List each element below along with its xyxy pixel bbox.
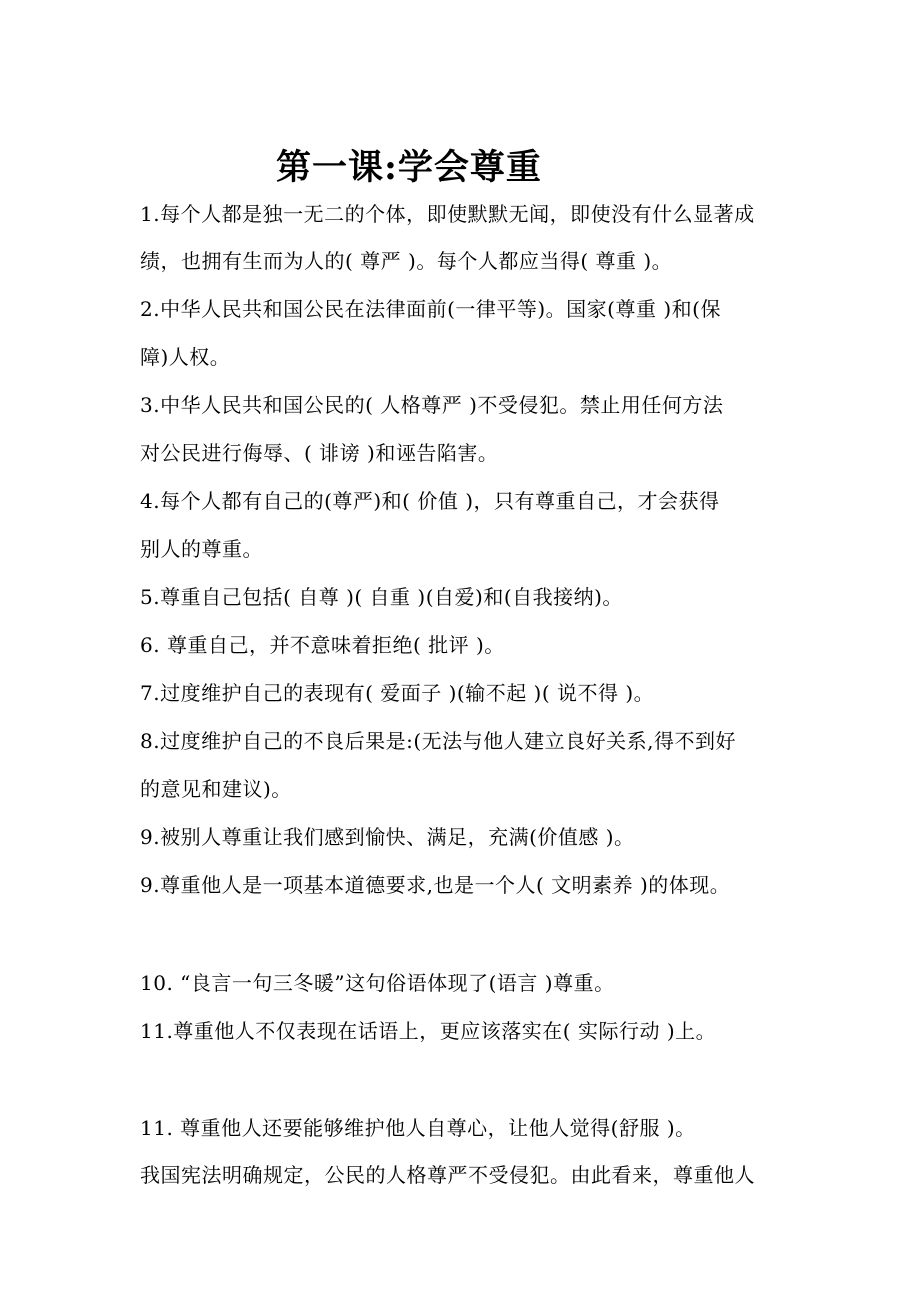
text-line: 10. “良言一句三冬暖”这句俗语体现了(语言 )尊重。 <box>140 971 615 995</box>
text-line: 8.过度维护自己的不良后果是:(无法与他人建立良好关系,得不到好 <box>140 729 736 753</box>
text-line: 3.中华人民共和国公民的( 人格尊严 )不受侵犯。禁止用任何方法 <box>140 393 724 417</box>
text-line: 7.过度维护自己的表现有( 爱面子 )(输不起 )( 说不得 )。 <box>140 681 655 705</box>
text-line: 1.每个人都是独一无二的个体，即使默默无闻，即使没有什么显著成 <box>140 202 755 226</box>
text-line: 4.每个人都有自己的(尊严)和( 价值 )，只有尊重自己，才会获得 <box>140 489 720 513</box>
text-line: 对公民进行侮辱、( 诽谤 )和诬告陷害。 <box>140 441 499 465</box>
text-line: 绩，也拥有生而为人的( 尊严 )。每个人都应当得( 尊重 )。 <box>140 249 673 273</box>
text-line: 5.尊重自己包括( 自尊 )( 自重 )(自爱)和(自我接纳)。 <box>140 585 623 609</box>
text-line: 11.尊重他人不仅表现在话语上，更应该落实在( 实际行动 )上。 <box>140 1019 717 1043</box>
text-line: 6. 尊重自己，并不意味着拒绝( 批评 )。 <box>140 633 505 657</box>
text-line: 我国宪法明确规定，公民的人格尊严不受侵犯。由此看来，尊重他人 <box>140 1163 755 1187</box>
text-line: 别人的尊重。 <box>140 537 263 561</box>
page-title: 第一课:学会尊重 <box>276 147 542 188</box>
text-line: 9.被别人尊重让我们感到愉快、满足，充满(价值感 )。 <box>140 825 635 849</box>
text-line: 障)人权。 <box>140 345 231 369</box>
text-line: 的意见和建议)。 <box>140 777 292 801</box>
text-line: 9.尊重他人是一项基本道德要求,也是一个人( 文明素养 )的体现。 <box>140 873 731 897</box>
text-line: 11. 尊重他人还要能够维护他人自尊心，让他人觉得(舒服 )。 <box>140 1116 696 1140</box>
text-line: 2.中华人民共和国公民在法律面前(一律平等)。国家(尊重 )和(保 <box>140 297 721 321</box>
